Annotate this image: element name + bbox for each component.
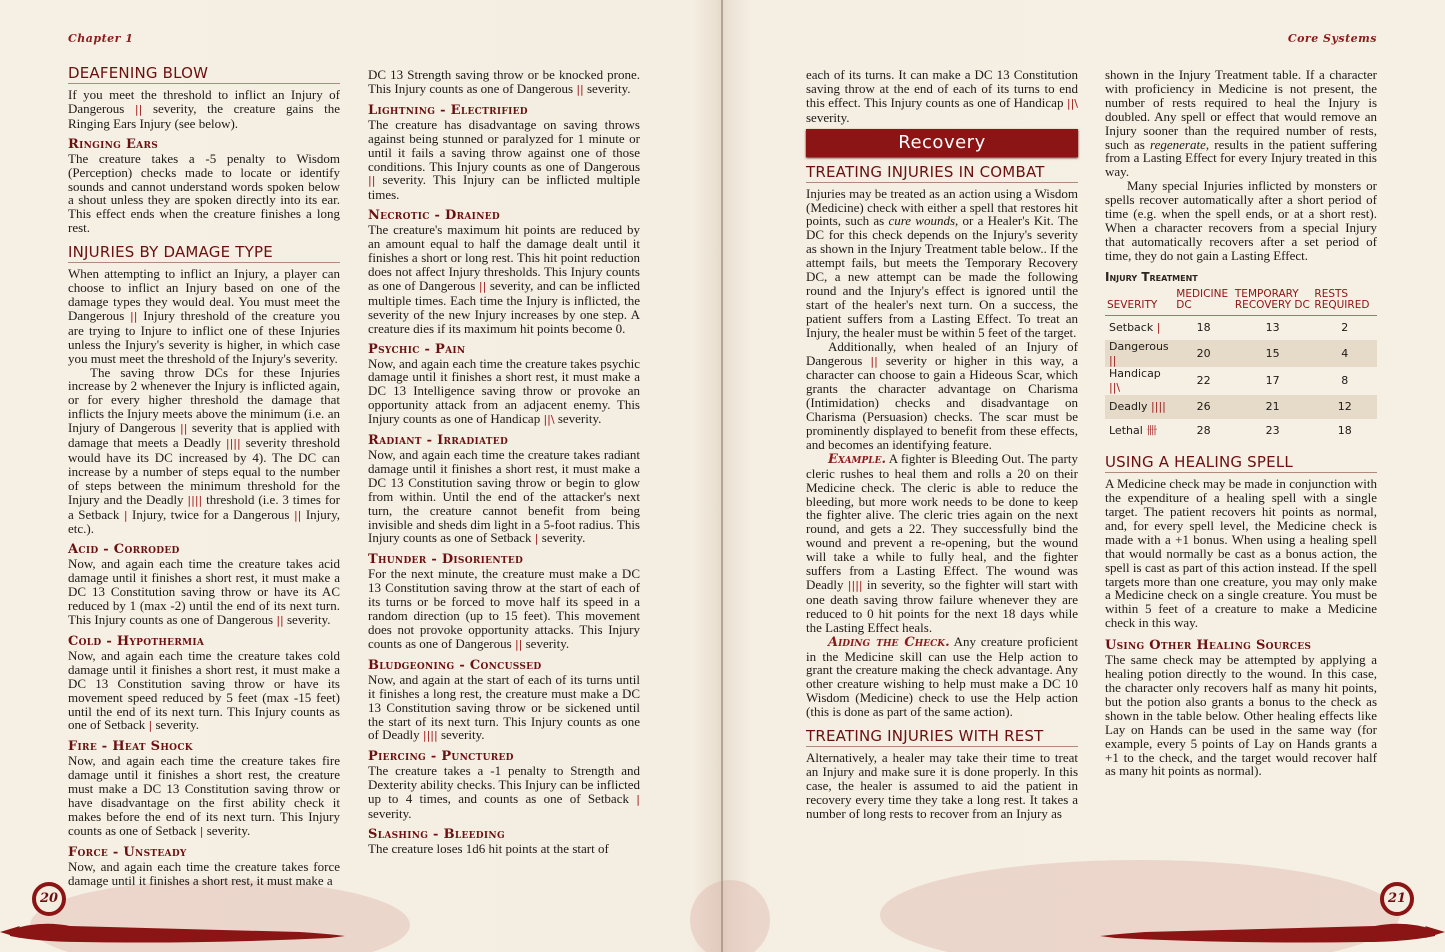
temporary-cell: 15 bbox=[1233, 340, 1313, 368]
paragraph: Injuries may be treated as an action using a Wisdom (Medicine) check with either a spell that restores hit points, such as cure wounds, or a Healer's Kit. The DC for this check depends on the Injury's severity as shown in the Injury Treatment table below.. If the attempt fails, but meets the Temporary Recovery DC, a new attempt can be made the following round and the Injury's effect is ignored until the start of the healer's next turn. On a success, the patient suffers from a Lasting Effect. To treat an Injury, the healer must be within 5 feet of the target. bbox=[806, 185, 1078, 340]
deadly-mark: |||| bbox=[225, 437, 241, 451]
paragraph: If you meet the threshold to inflict an Injury of Dangerous || severity, the creature gains the Ringing Ears Injury (see below). bbox=[68, 87, 340, 131]
paragraph: When attempting to inflict an Injury, a player can choose to inflict an Injury based on one of the damage types they would deal. You must meet the Dangerous || Injury threshold of the creature you are trying to Injure to inflict one of these Injuries unless the Injury's severity is higher, in which case you must meet the threshold of the Injury's severity. bbox=[68, 266, 340, 366]
rests-cell: 18 bbox=[1337, 424, 1352, 438]
subsection-heading: Lightning - Electrified bbox=[368, 102, 528, 118]
paragraph: shown in the Injury Treatment table. If a character with proficiency in Medicine is not present, the number of rests required to heal the Injury is doubled. Any spell or effect that would remove an Injury sooner than the required number of rests, such as regenerate, results in the patient suffering from a Lasting Effect for every Injury treated in this way. bbox=[1105, 67, 1377, 180]
table-row bbox=[1105, 340, 1377, 368]
setback-mark: | bbox=[636, 793, 640, 807]
paragraph: Additionally, when healed of an Injury of Dangerous || severity or higher in this way, a character can choose to gain a Hideous Scar, which grants the character advantage on Charisma (Intimidation) checks and disadvantage on Charisma (Persuasion) checks. The scar must be prominently displayed to benefit from these effects, and becomes an identifying feature. bbox=[806, 338, 1078, 452]
temporary-cell: 21 bbox=[1233, 395, 1313, 419]
paragraph: Now, and again each time the creature takes force damage until it finishes a short rest, it must make a bbox=[68, 858, 340, 888]
handicap-mark: ||\ bbox=[1109, 381, 1121, 395]
subsection-heading: Necrotic - Drained bbox=[368, 208, 500, 224]
page-number-right: 21 bbox=[1380, 882, 1414, 916]
handicap-mark: ||\ bbox=[1066, 96, 1078, 110]
table-row bbox=[1105, 395, 1377, 419]
section-heading: INJURIES BY DAMAGE TYPE bbox=[68, 243, 340, 263]
book-gutter bbox=[721, 0, 723, 952]
paragraph: Example. A fighter is Bleeding Out. The party cleric rushes to heal them and rolls a 20 on their Medicine check. The cleric is able to reduce the bleeding, but more work needs to be done to keep the fighter alive. The cleric tries again on the next round, and gets a 22. They successfully bind the wound and prevent a re-opening, but the wound will take a while to fully heal, and the fighter suffers from a Lasting Effect. The wound was Deadly |||| in severity, so the fighter will start with one death saving throw failure whenever they are reduced to 0 hit points for the next 18 days while the Lasting Effect heals. bbox=[806, 450, 1078, 635]
dangerous-mark: || bbox=[293, 508, 302, 522]
subsection-heading: Using Other Healing Sources bbox=[1105, 638, 1312, 654]
severity-cell: Setback bbox=[1109, 320, 1154, 334]
chapter-banner: Recovery bbox=[806, 129, 1078, 157]
paragraph: each of its turns. It can make a DC 13 Constitution saving throw at the end of each of its turns to end this effect. This Injury counts as one of Handicap ||\ severity. bbox=[806, 67, 1078, 125]
column-2 bbox=[368, 68, 640, 856]
severity-cell: Deadly bbox=[1109, 400, 1148, 414]
medicine-cell: 22 bbox=[1196, 374, 1211, 388]
dangerous-mark: || bbox=[180, 422, 188, 436]
setback-mark: | bbox=[123, 508, 128, 522]
injury-treatment-table bbox=[1105, 289, 1377, 444]
paragraph: The creature has disadvantage on saving throws against being stunned or paralyzed for 1 minute or until it fails a saving throw against one of those conditions. This Injury counts as one of Dangerous || severity. This Injury can be inflicted multiple times. bbox=[368, 116, 640, 203]
subsection-heading: Piercing - Punctured bbox=[368, 749, 514, 765]
running-header-right: Core Systems bbox=[1287, 32, 1377, 45]
dangerous-mark: || bbox=[514, 637, 523, 651]
temporary-cell: 13 bbox=[1265, 320, 1280, 334]
rests-cell: 8 bbox=[1341, 374, 1349, 388]
subsection-heading: Slashing - Bleeding bbox=[368, 826, 505, 842]
subsection-heading: Force - Unsteady bbox=[68, 844, 187, 860]
section-heading: TREATING INJURIES WITH REST bbox=[806, 727, 1078, 747]
dangerous-mark: || bbox=[130, 309, 138, 323]
subsection-heading: Cold - Hypothermia bbox=[68, 633, 205, 649]
section-heading: TREATING INJURIES IN COMBAT bbox=[806, 163, 1078, 183]
paragraph: Now, and again at the start of each of its turns until it finishes a long rest, the creature must make a DC 13 Constitution saving throw or be sickened until the start of its next turn. This Injury counts as one of Deadly |||| severity. bbox=[368, 671, 640, 743]
subsection-heading: Thunder - Disoriented bbox=[368, 552, 524, 568]
paragraph: Many special Injuries inflicted by monsters or spells recover automatically after a short period of time (e.g. when the spell ends, or at a short rest). When a character recovers from a special Injury that automatically recovers after a set period of time, they do not gain a Lasting Effect. bbox=[1105, 178, 1377, 263]
section-heading: DEAFENING BLOW bbox=[68, 64, 340, 84]
paragraph: The creature takes a -5 penalty to Wisdom (Perception) checks made to locate or identify sounds and cannot understand words spoken below a shout unless they are spoken directly into its ear. This effect ends when the creature finishes a long rest. bbox=[68, 150, 340, 236]
setback-mark: | bbox=[148, 719, 153, 733]
severity-cell: Lethal bbox=[1109, 424, 1143, 438]
dangerous-mark: || bbox=[870, 354, 878, 368]
column-1 bbox=[68, 60, 340, 888]
deadly-mark: |||| bbox=[847, 579, 863, 592]
deadly-mark: |||| bbox=[187, 493, 203, 507]
setback-mark: | bbox=[199, 824, 204, 838]
paragraph: A Medicine check may be made in conjunction with the expenditure of a healing spell with a single target. The patient recovers hit points as normal, and, for every spell level, the Medicine check is made with a +1 bonus. When using a healing spell that would normally be cast as a bonus action, the spell is cast as part of this action instead. If the spell targets more than one creature, you may only make a Medicine check on a single creature. You must be within 5 feet of a creature to make a Medicine check in this way. bbox=[1105, 476, 1377, 631]
paragraph: The same check may be attempted by applying a healing potion directly to the wound. In this case, the character only recovers half as many hit points, but the potion also grants a bonus to the check as shown in the table below. Other healing effects like Lay on Hands can be used in the same way (for example, every 5 points of Lay on Hands grants a +1 to the check, and the target would recover half as many hit points as normal). bbox=[1105, 652, 1377, 779]
table-title: Injury Treatment bbox=[1105, 269, 1198, 284]
rests-cell: 12 bbox=[1312, 395, 1377, 419]
column-header: SEVERITY bbox=[1105, 289, 1174, 316]
medicine-cell: 28 bbox=[1196, 424, 1211, 438]
temporary-cell: 17 bbox=[1265, 374, 1280, 388]
dangerous-mark: || bbox=[1109, 353, 1117, 367]
severity-cell: Handicap bbox=[1109, 367, 1161, 381]
section-heading: USING A HEALING SPELL bbox=[1105, 453, 1377, 473]
subsection-heading: Psychic - Pain bbox=[368, 341, 466, 357]
table-row bbox=[1105, 419, 1377, 443]
paragraph: Now, and again each time the creature takes fire damage until it finishes a short rest, the creature must make a DC 13 Constitution saving throw or have disadvantage on the first ability check it makes before the end of its next turn. This Injury counts as one of Setback | severity. bbox=[68, 753, 340, 838]
column-3 bbox=[806, 68, 1078, 821]
paragraph: Alternatively, a healer may take their time to treat an Injury and make sure it is done properly. In this case, the healer is assumed to aid the patient in recovery every time they take a long rest. It takes a number of long rests to recover from an Injury as bbox=[806, 750, 1078, 821]
medicine-cell: 18 bbox=[1196, 320, 1211, 334]
dangerous-mark: || bbox=[576, 82, 584, 96]
dangerous-mark: || bbox=[276, 614, 284, 627]
column-header: MEDICINE DC bbox=[1174, 289, 1233, 316]
paragraph: For the next minute, the creature must make a DC 13 Constitution saving throw at the start of each of its turns or be forced to move half its speed in a random direction (up to 15 feet). This movement does not provoke opportunity attacks. This Injury counts as one of Dangerous || severity. bbox=[368, 566, 640, 651]
medicine-cell: 20 bbox=[1174, 340, 1233, 368]
rests-cell: 2 bbox=[1341, 320, 1349, 334]
rests-cell: 4 bbox=[1312, 340, 1377, 368]
paragraph: Now, and again each time the creature takes radiant damage until it finishes a short rest, it must make a DC 13 Constitution saving throw or begin to glow from within. Until the end of the attacker's next turn, the creature cannot benefit from being invisible and sheds dim light in a 5-foot radius. This Injury counts as one of Setback | severity. bbox=[368, 447, 640, 546]
dangerous-mark: || bbox=[368, 174, 376, 188]
subsection-heading: Ringing Ears bbox=[68, 136, 159, 152]
setback-mark: | bbox=[534, 532, 539, 546]
table-row bbox=[1105, 367, 1377, 395]
paragraph: Aiding the Check. Any creature proficient in the Medicine skill can use the Help action to grant the creature making the check advantage. Any other creature wishing to help must make a DC 10 Wisdom (Medicine) check to use the Help action (this is done as part of the same action). bbox=[806, 633, 1078, 720]
footer-ornament-left bbox=[0, 892, 722, 952]
setback-mark: | bbox=[1156, 320, 1161, 334]
paragraph: The creature's maximum hit points are reduced by an amount equal to half the damage dealt until it finishes a short or long rest. This hit point reduction does not affect Injury thresholds. This Injury counts as one of Dangerous || severity, and can be inflicted multiple times. Each time the Injury is inflicted, the severity of the new Injury increases by one step. A creature dies if its maximum hit points become 0. bbox=[368, 222, 640, 336]
deadly-mark: |||| bbox=[422, 729, 438, 743]
subsection-heading: Radiant - Irradiated bbox=[368, 433, 509, 449]
medicine-cell: 26 bbox=[1174, 395, 1233, 419]
paragraph: DC 13 Strength saving throw or be knocked prone. This Injury counts as one of Dangerous || severity. bbox=[368, 67, 640, 96]
column-header: TEMPORARY RECOVERY DC bbox=[1233, 289, 1313, 316]
footer-ornament-right bbox=[723, 892, 1445, 952]
handicap-mark: ||\ bbox=[543, 413, 555, 427]
paragraph: Now, and again each time the creature takes acid damage until it finishes a short rest, it must make a DC 13 Constitution saving throw or have its AC reduced by 1 (max -2) until the end of its next turn. This Injury counts as one of Dangerous || severity. bbox=[68, 556, 340, 627]
temporary-cell: 23 bbox=[1265, 424, 1280, 438]
subsection-heading: Bludgeoning - Concussed bbox=[368, 657, 542, 673]
paragraph: Now, and again each time the creature takes cold damage until it finishes a short rest, it must make a DC 13 Constitution saving throw or have its movement speed reduced by 5 feet (max -15 feet) until the end of its next turn. This Injury counts as one of Setback | severity. bbox=[68, 647, 340, 733]
running-header-left: Chapter 1 bbox=[68, 32, 134, 45]
dangerous-mark: || bbox=[134, 102, 143, 116]
page-number-left: 20 bbox=[32, 882, 66, 916]
paragraph: The creature loses 1d6 hit points at the start of bbox=[368, 840, 609, 856]
column-4 bbox=[1105, 68, 1377, 778]
paragraph: The saving throw DCs for these Injuries increase by 2 whenever the Injury is inflicted again, or for every higher threshold the damage that inflicts the Injury meets above the minimum (i.e. an Injury of Dangerous || severity that is applied with damage that meets a Deadly |||| severity threshold would have its DC increased by 4). The DC can increase by a number of steps equal to the number of steps between the minimum threshold for the Injury and the Deadly |||| threshold (i.e. 3 times for a Setback | Injury, twice for a Dangerous || Injury, etc.). bbox=[68, 364, 340, 537]
column-header: RESTS REQUIRED bbox=[1312, 289, 1377, 316]
table-row bbox=[1105, 315, 1377, 340]
severity-cell: Dangerous bbox=[1109, 339, 1169, 353]
paragraph: The creature takes a -1 penalty to Strength and Dexterity ability checks. This Injury can be inflicted up to 4 times, and counts as one of Setback | severity. bbox=[368, 763, 640, 822]
deadly-mark: |||| bbox=[1151, 400, 1166, 414]
table-header-row bbox=[1105, 289, 1377, 316]
dangerous-mark: || bbox=[478, 279, 487, 293]
paragraph: Now, and again each time the creature takes psychic damage until it finishes a short rest, it must make a DC 13 Intelligence saving throw or provoke an opportunity attack from an adjacent enemy. This Injury counts as one of Handicap ||\ severity. bbox=[368, 355, 640, 427]
subsection-heading: Fire - Heat Shock bbox=[68, 739, 193, 755]
subsection-heading: Acid - Corroded bbox=[68, 542, 180, 558]
lethal-mark: 卌 bbox=[1146, 424, 1158, 438]
